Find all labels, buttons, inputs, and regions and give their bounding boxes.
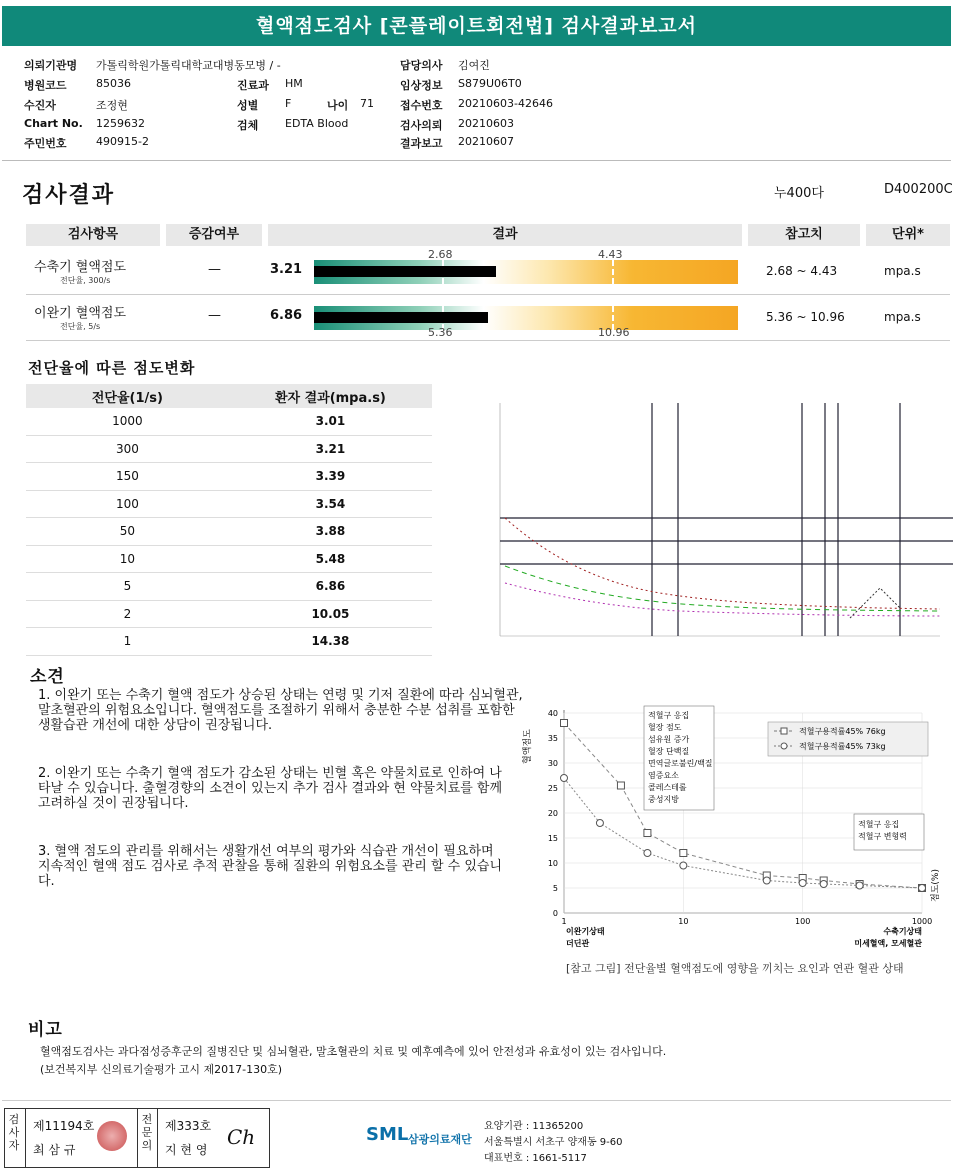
- examinee-label: 수진자: [24, 99, 56, 112]
- address: 서울특별시 서초구 양재동 9-60: [484, 1137, 623, 1148]
- factor-label: 혈장 점도: [648, 723, 682, 732]
- y-tick-label: 20: [547, 809, 558, 818]
- dept-value: HM: [285, 77, 303, 90]
- chart-no-label: Chart No.: [24, 117, 83, 130]
- data-point: [617, 782, 624, 789]
- result-change: —: [208, 308, 221, 323]
- table-row: [26, 408, 432, 435]
- tester-name: 최 삼 규: [33, 1143, 76, 1157]
- ref-y-title: 혈액점도: [523, 729, 533, 764]
- shear-value: 5.48: [229, 545, 432, 573]
- shear-col-result: 환자 결과(mpa.s): [229, 384, 432, 408]
- data-point: [644, 850, 651, 857]
- shear-title: 전단율에 따른 점도변화: [28, 359, 196, 377]
- result-value: 3.21: [270, 262, 303, 277]
- y-tick-label: 25: [547, 784, 558, 793]
- factor-label: 염증요소: [648, 771, 679, 780]
- table-row: [26, 545, 432, 573]
- tick-high: 4.43: [598, 248, 623, 261]
- left-label-1: 이완기상태: [566, 927, 605, 936]
- col-item: 검사항목: [26, 224, 160, 246]
- result-title: 검사결과: [22, 183, 116, 208]
- y-tick-label: 15: [547, 834, 558, 843]
- hospital-code-label: 병원코드: [24, 79, 67, 92]
- shear-rate: 150: [26, 463, 229, 491]
- reviewer-label: 전문의: [141, 1113, 153, 1152]
- age-value: 71: [360, 97, 374, 110]
- rrn-value: 490915-2: [96, 135, 149, 148]
- institution-label: 의뢰기관명: [24, 59, 78, 72]
- shear-table: [26, 384, 432, 656]
- reviewer-no: 제333호: [165, 1119, 212, 1133]
- col-change: 증감여부: [166, 224, 262, 246]
- x-tick-label: 100: [795, 917, 811, 926]
- tick-high: 10.96: [598, 326, 630, 339]
- row-divider: [26, 294, 950, 295]
- divider: [2, 160, 951, 161]
- table-row: [26, 518, 432, 546]
- examinee-value: 조정현: [96, 99, 128, 112]
- result-unit: mpa.s: [884, 264, 921, 278]
- result-ref: 2.68 ~ 4.43: [766, 264, 838, 278]
- shear-value: 6.86: [229, 573, 432, 601]
- x-tick-label: 10: [678, 917, 689, 926]
- dept-label: 진료과: [237, 79, 269, 92]
- shear-value: 3.39: [229, 463, 432, 491]
- sex-value: F: [285, 97, 292, 110]
- data-point: [856, 882, 863, 889]
- shear-value: 3.54: [229, 490, 432, 518]
- report-title: 혈액점도검사 [콘플레이트회전법] 검사결과보고서: [2, 6, 951, 46]
- shear-value: 3.01: [229, 408, 432, 435]
- specimen-label: 검체: [237, 119, 259, 132]
- factor-label: 중성지방: [648, 795, 679, 804]
- table-row: [26, 628, 432, 656]
- shear-rate: 2: [26, 600, 229, 628]
- tick-low: 5.36: [428, 326, 453, 339]
- divider: [2, 1100, 951, 1101]
- signature-box: [4, 1108, 270, 1168]
- shear-rate: 10: [26, 545, 229, 573]
- reviewer-name: 지 현 영: [165, 1143, 208, 1157]
- report-date-label: 결과보고: [400, 137, 443, 150]
- data-point: [820, 881, 827, 888]
- doctor-label: 담당의사: [400, 59, 443, 72]
- shear-rate: 5: [26, 573, 229, 601]
- data-point: [680, 862, 687, 869]
- test-code-2: D400200C: [884, 182, 953, 197]
- table-row: [26, 573, 432, 601]
- care-no: 요양기관 : 11365200: [484, 1121, 584, 1132]
- y-tick-label: 10: [547, 859, 558, 868]
- factor-label: 적혈구 변형력: [858, 832, 907, 841]
- org-name: 삼광의료재단: [408, 1133, 472, 1146]
- data-point: [763, 877, 770, 884]
- result-item-sub: 전단율, 5/s: [60, 322, 101, 331]
- remarks-line-1: 혈액점도검사는 과다점성증후군의 질병진단 및 심뇌혈관, 말초혈관의 치료 및 예후예측에 있어 안전성과 유효성이 있는 검사입니다.: [40, 1045, 667, 1058]
- col-result: 결과: [268, 224, 742, 246]
- y-tick-label: 30: [547, 759, 558, 768]
- clinical-label: 임상정보: [400, 79, 443, 92]
- request-value: 20210603: [458, 117, 514, 130]
- shear-rate: 300: [26, 435, 229, 463]
- data-point: [644, 830, 651, 837]
- result-unit: mpa.s: [884, 310, 921, 324]
- data-point: [799, 880, 806, 887]
- table-row: [26, 490, 432, 518]
- receipt-value: 20210603-42646: [458, 97, 553, 110]
- result-item-name: 이완기 혈액점도: [34, 306, 127, 321]
- shear-rate: 50: [26, 518, 229, 546]
- col-unit: 단위*: [866, 224, 950, 246]
- left-label-2: 더딘관: [566, 939, 590, 948]
- hospital-code-value: 85036: [96, 77, 131, 90]
- factor-label: 혈장 단백질: [648, 747, 690, 756]
- opinion-p2: 2. 이완기 또는 수축기 혈액 점도가 감소된 상태는 빈혈 혹은 약물치료로 인하여 나타날 수 있습니다. 출혈경향의 소견이 있는지 추가 검사 결과와 현 약물치료를 함께 고려하실 것이 권장됩니다.: [38, 766, 503, 811]
- doctor-value: 김여진: [458, 59, 490, 72]
- opinion-p3: 3. 혈액 점도의 관리를 위해서는 생활개선 여부의 평가와 식습관 개선이 필요하며 지속적인 혈액 점도 검사로 추적 관찰을 통해 질환의 위험요소를 관리 할 수 있습니다.: [38, 844, 503, 889]
- age-label: 나이: [327, 99, 349, 112]
- tester-no: 제11194호: [33, 1119, 95, 1133]
- x-tick-label: 1: [561, 917, 567, 926]
- data-point: [680, 850, 687, 857]
- table-row: [26, 435, 432, 463]
- tester-label: 검사자: [8, 1113, 20, 1152]
- y-tick-label: 40: [547, 709, 558, 718]
- shear-rate: 1000: [26, 408, 229, 435]
- result-bar-fill: [314, 266, 496, 277]
- row-divider: [26, 340, 950, 341]
- signature: Ch: [227, 1125, 256, 1149]
- shear-value: 3.21: [229, 435, 432, 463]
- factor-label: 콜레스테롤: [648, 783, 687, 792]
- y-tick-label: 0: [552, 909, 558, 918]
- data-point: [596, 820, 603, 827]
- report-date-value: 20210607: [458, 135, 514, 148]
- shear-rate: 100: [26, 490, 229, 518]
- factor-label: 적혈구 응집: [648, 711, 690, 720]
- remarks-line-2: (보건복지부 신의료기술평가 고시 제2017-130호): [40, 1063, 283, 1076]
- result-item-sub: 전단율, 300/s: [60, 276, 111, 285]
- remarks-title: 비고: [28, 1020, 63, 1040]
- result-value: 6.86: [270, 308, 303, 323]
- clinical-value: S879U06T0: [458, 77, 522, 90]
- right-label-1: 수축기상태: [883, 927, 922, 936]
- gauge-high-mark: [612, 260, 614, 284]
- ref-caption: [참고 그림] 전단율별 혈액점도에 영향을 끼치는 요인과 연관 혈관 상태: [566, 962, 904, 975]
- chart-no-value: 1259632: [96, 117, 145, 130]
- result-item-name: 수축기 혈액점도: [34, 260, 127, 275]
- stamp-icon: [97, 1121, 127, 1151]
- shear-value: 3.88: [229, 518, 432, 546]
- phone: 대표번호 : 1661-5117: [484, 1153, 587, 1164]
- shear-rate: 1: [26, 628, 229, 656]
- y-tick-label: 35: [547, 734, 558, 743]
- specimen-value: EDTA Blood: [285, 117, 349, 130]
- data-point: [919, 885, 926, 892]
- legend-1: 적혈구용적률45% 76kg: [799, 727, 886, 736]
- reference-chart: [520, 700, 950, 965]
- shear-value: 10.05: [229, 600, 432, 628]
- y-tick-label: 5: [552, 884, 558, 893]
- table-row: [26, 600, 432, 628]
- right-label-2: 미세혈액, 모세혈관: [854, 939, 922, 948]
- table-row: [26, 463, 432, 491]
- opinion-p1: 1. 이완기 또는 수축기 혈액 점도가 상승된 상태는 연령 및 기저 질환에 따라 심뇌혈관, 말초혈관의 위험요소입니다. 혈액점도를 조절하기 위해서 충분한 수분 섭취를 포함한 생활습관 개선에 대한 상담이 권장됩니다.: [38, 688, 523, 733]
- test-code: 누400다: [774, 186, 824, 201]
- opinion-title: 소견: [30, 667, 65, 687]
- result-ref: 5.36 ~ 10.96: [766, 310, 845, 324]
- data-point: [561, 720, 568, 727]
- result-change: —: [208, 262, 221, 277]
- x-tick-label: 1000: [911, 917, 933, 926]
- rrn-label: 주민번호: [24, 137, 67, 150]
- ref-y2-title: 점도(%): [931, 869, 941, 902]
- sml-logo: SML: [366, 1124, 409, 1145]
- factor-label: 섬유원 증가: [648, 735, 690, 744]
- result-bar-fill: [314, 312, 488, 323]
- viscosity-graph: [480, 398, 953, 652]
- legend-2: 적혈구용적률45% 73kg: [799, 742, 886, 751]
- factor-label: 적혈구 응집: [858, 820, 900, 829]
- receipt-label: 접수번호: [400, 99, 443, 112]
- institution-value: 가톨릭학원가톨릭대학교대병동모병 / -: [96, 59, 281, 72]
- tick-low: 2.68: [428, 248, 453, 261]
- shear-col-rate: 전단율(1/s): [26, 384, 229, 408]
- col-ref: 참고치: [748, 224, 860, 246]
- factor-label: 면역글로불린/백질: [648, 759, 713, 768]
- sex-label: 성별: [237, 99, 259, 112]
- data-point: [561, 775, 568, 782]
- request-label: 검사의뢰: [400, 119, 443, 132]
- shear-value: 14.38: [229, 628, 432, 656]
